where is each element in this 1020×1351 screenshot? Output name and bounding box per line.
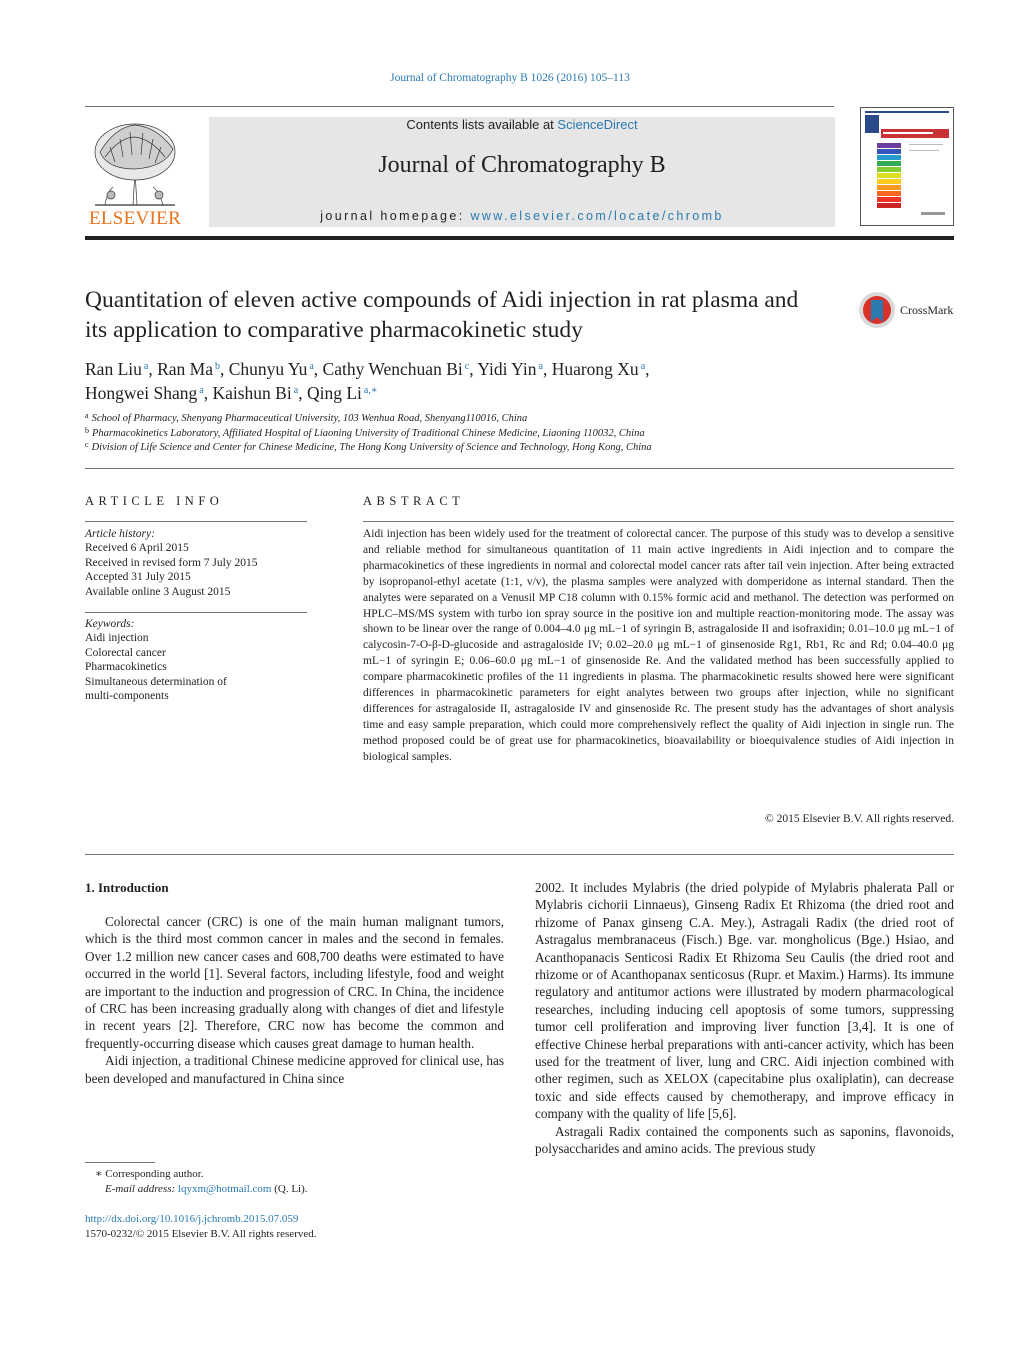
issn-line: 1570-0232/© 2015 Elsevier B.V. All rights reserved.: [85, 1227, 317, 1240]
author-affiliation-mark[interactable]: a: [293, 385, 299, 396]
body-paragraph: Astragali Radix contained the components such as saponins, flavonoids, polysaccharides and amino acids. The previous study: [535, 1123, 954, 1157]
divider: [85, 612, 307, 613]
keyword-item: Aidi injection: [85, 632, 149, 645]
doi-block: [85, 1212, 317, 1241]
affiliation-letter: a: [85, 411, 89, 420]
author-separator: ,: [219, 359, 229, 379]
journal-homepage: [209, 209, 835, 223]
author-name: Yidi Yin: [477, 359, 537, 379]
header-divider: [85, 106, 834, 107]
abstract-heading: ABSTRACT: [363, 494, 465, 508]
author-name: Cathy Wenchuan Bi: [322, 359, 463, 379]
affiliation-text: Division of Life Science and Center for Chinese Medicine, The Hong Kong University of Science and Technology, Hong Kong, China: [91, 442, 652, 453]
footnote-star-line: ∗ Corresponding author.: [95, 1168, 204, 1180]
homepage-link[interactable]: www.elsevier.com/locate/chromb: [470, 209, 724, 223]
elsevier-wordmark: ELSEVIER: [88, 208, 182, 229]
sciencedirect-link[interactable]: ScienceDirect: [557, 117, 638, 132]
author-list: [85, 356, 785, 404]
author-separator: ,: [645, 359, 650, 379]
author-affiliation-mark[interactable]: a,∗: [363, 385, 378, 396]
journal-name: Journal of Chromatography B: [378, 152, 666, 178]
affiliation-text: School of Pharmacy, Shenyang Pharmaceutical University, 103 Wenhua Road, Shenyang110016, China: [91, 413, 528, 424]
affiliation-c: [85, 440, 652, 453]
author-name: Chunyu Yu: [228, 359, 308, 379]
body-paragraph: Colorectal cancer (CRC) is one of the main human malignant tumors, which is the third most common cancer in males and the second in females. Over 1.2 million new cancer cases and 608,700 deaths were estimated to have occurred in the world [1]. Several factors, including lifestyle, food and weight are important to the induction and progression of CRC. In China, the incidence of CRC has been increasing gradually along with changes of diet and lifestyle in recent years [2]. Therefore, CRC now has become the common and frequently-occurring disease which causes great damage to human health.: [85, 914, 504, 1051]
author-affiliation-mark[interactable]: a: [143, 361, 149, 372]
author-affiliation-mark[interactable]: c: [464, 361, 470, 372]
crossmark-badge[interactable]: [858, 291, 958, 331]
article-info-heading: ARTICLE INFO: [85, 494, 224, 508]
author-affiliation-mark[interactable]: b: [214, 361, 220, 372]
author-name: Ran Ma: [157, 359, 213, 379]
email-suffix: (Q. Li).: [271, 1182, 308, 1195]
keywords-label: Keywords:: [85, 618, 135, 630]
author-name: Ran Liu: [85, 359, 142, 379]
author-separator: ,: [542, 359, 552, 379]
author-name: Qing Li: [306, 383, 362, 403]
keywords: [85, 617, 307, 703]
divider: [85, 521, 307, 522]
section-heading-introduction: 1. Introduction: [85, 880, 169, 895]
keyword-item: multi-components: [85, 690, 169, 703]
affiliation-a: [85, 411, 527, 424]
history-item: Accepted 31 July 2015: [85, 571, 191, 584]
author-affiliation-mark[interactable]: a: [309, 361, 314, 372]
affiliation-text: Pharmacokinetics Laboratory, Affiliated Hospital of Liaoning University of Traditional Chinese Medicine, Liaoning 110032, China: [92, 428, 645, 439]
journal-citation[interactable]: Journal of Chromatography B 1026 (2016) 105–113: [390, 72, 630, 84]
author-separator: ,: [203, 383, 213, 403]
history-label: Article history:: [85, 528, 155, 540]
history-item: Available online 3 August 2015: [85, 585, 231, 598]
crossmark-label: CrossMark: [900, 303, 954, 317]
header-thick-rule: [85, 236, 954, 240]
footnote-email-line: [85, 1182, 308, 1197]
divider: [85, 468, 954, 469]
divider: [85, 854, 954, 855]
affiliation-b: [85, 426, 645, 439]
author-separator: ,: [148, 359, 158, 379]
abstract-text: Aidi injection has been widely used for the treatment of colorectal cancer. The purpose of this study was to develop a sensitive and reliable method for simultaneous quantitation of 11 main active ingredients in Aidi injection and to compare the pharmacokinetics of these ingredients in normal and colorectal model cancer rats after tail vein injection. After being extracted by isopropanol-ethyl acetate (1:1, v/v), the plasma samples were analyzed with domperidone as internal standard. Then the analytes were separated on a Venusil MP C18 column with 0.15% formic acid and methanol. The detection was performed on HPLC–MS/MS system with turbo ion spray source in the positive ion and multiple reaction-monitoring mode. The assay was shown to be linear over the range of 0.004–4.0 μg mL−1 of syringin B, astragaloside II and isofraxidin; 0.01–10.0 μg mL−1 of calycosin-7-O-β-D-glucoside and astragaloside IV; 0.02–20.0 μg mL−1 of ginsenoside Rg1, Rb1, Rc and Rd; 0.04–40.0 μg mL−1 of syringin E; 0.06–60.0 μg mL−1 of ginsenoside Re. And the validated method has been successfully applied to compare pharmacokinetic profiles of the 11 ingredients in plasma. The pharmacokinetic results showed here were significant differences in pharmacokinetic parameters for eight analytes between two groups after injection, while no significant differences for astragaloside II, astragaloside IV and ginsenoside Rc. The present study has the advantages of short analysis time and easy sample preparation, which could more comprehensively reflect the quality of Aidi injection in single run. The method proposed could be of great use for pharmacokinetics, bioavailability or bioequivalence studies of Aidi injection in biological samples.: [363, 528, 954, 763]
corresponding-author-footnote: [85, 1167, 308, 1196]
article-title: Quantitation of eleven active compounds of Aidi injection in rat plasma and its application to comparative pharmacokinetic study: [85, 287, 799, 343]
author-separator: ,: [298, 383, 307, 403]
contents-prefix: Contents lists available at: [406, 117, 558, 132]
email-label: E-mail address:: [105, 1182, 178, 1195]
author-affiliation-mark[interactable]: a: [199, 385, 204, 396]
author-separator: ,: [313, 359, 323, 379]
keyword-item: Pharmacokinetics: [85, 661, 167, 674]
author-affiliation-mark[interactable]: a: [640, 361, 646, 372]
footnote-divider: [85, 1162, 155, 1163]
body-column-right: [535, 879, 954, 1158]
doi-link[interactable]: http://dx.doi.org/10.1016/j.jchromb.2015.07.059: [85, 1213, 299, 1225]
contents-availability: [209, 117, 835, 132]
author-separator: ,: [469, 359, 478, 379]
history-item: Received 6 April 2015: [85, 542, 189, 555]
homepage-label: journal homepage:: [320, 209, 471, 223]
affiliation-letter: b: [85, 426, 89, 435]
author-name: Hongwei Shang: [85, 383, 198, 403]
author-affiliation-mark[interactable]: a: [538, 361, 543, 372]
abstract-copyright: © 2015 Elsevier B.V. All rights reserved.: [765, 813, 954, 825]
affiliation-letter: c: [85, 440, 89, 449]
divider: [363, 521, 954, 522]
body-column-left: [85, 913, 504, 1087]
journal-cover-thumbnail: [860, 107, 954, 226]
body-paragraph: Aidi injection, a traditional Chinese medicine approved for clinical use, has been developed and manufactured in China since: [85, 1053, 504, 1086]
history-item: Received in revised form 7 July 2015: [85, 556, 258, 569]
keyword-item: Colorectal cancer: [85, 646, 166, 659]
article-history: [85, 527, 307, 599]
author-name: Kaishun Bi: [212, 383, 292, 403]
keyword-item: Simultaneous determination of: [85, 675, 227, 688]
author-name: Huarong Xu: [551, 359, 639, 379]
crossmark-icon: [858, 291, 896, 329]
body-paragraph: 2002. It includes Mylabris (the dried polypide of Mylabris phalerata Pall or Mylabris cichorii Linnaeus), Ginseng Radix Et Rhizoma (the dried root and rhizome of Panax ginseng C.A. Mey.), Astragali Radix (the dried root of Astragalus membranaceus (Fisch.) Bge. var. mongholicus (Bge.) Hsiao, and Acanthopanacis Senticosi Radix Et Rhizoma Seu Caulis (the dried root and rhizome or of Acanthopanax senticosus (Rupr. et Maxim.) Harms). Its immune regulatory and antitumor actions were illustrated by modern pharmacological researches, including inducing cell apoptosis of some tumors, suppressing tumor cell proliferation and improving liver function [3,4]. It is one of effective Chinese herbal preparations with anti-cancer activity, which has been used for the treatment of liver, lung and CRC. Aidi injection combined with other regimen, such as XELOX (capecitabine plus oxaliplatin), can decrease toxic and side effects caused by chemotherapy, and improve efficacy in company with the quality of life [5,6].: [535, 880, 954, 1122]
email-link[interactable]: lqyxm@hotmail.com: [177, 1182, 272, 1195]
